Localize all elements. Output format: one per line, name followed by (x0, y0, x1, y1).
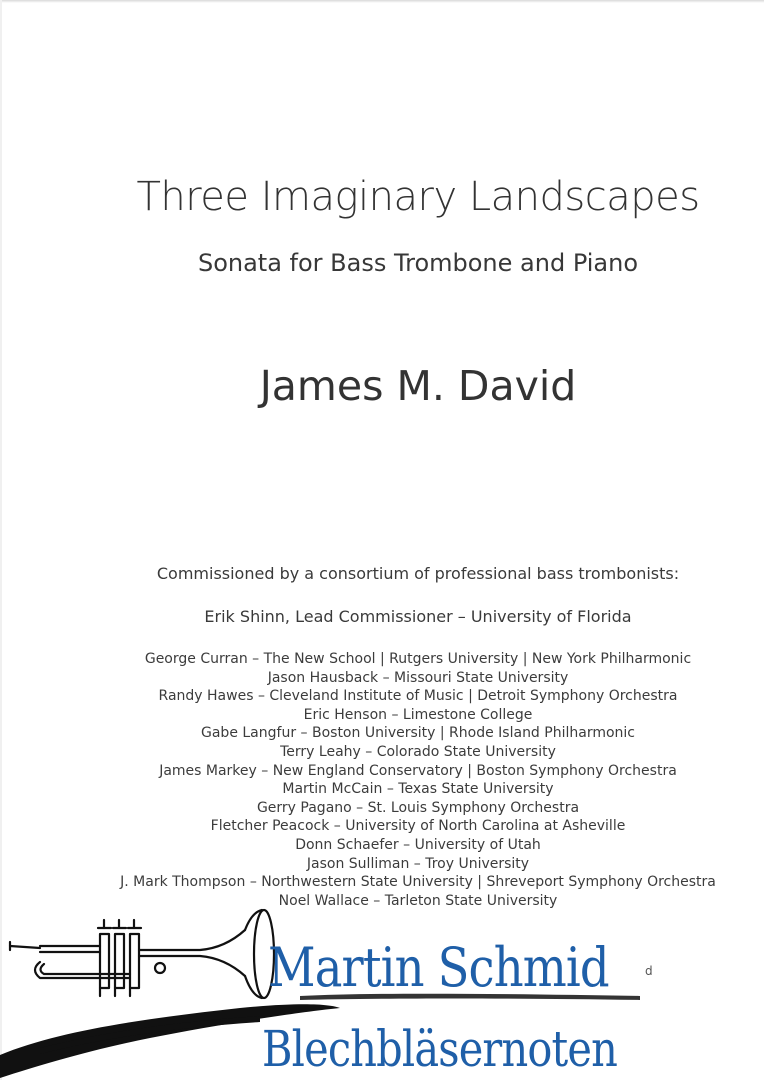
publisher-name: Martin Schmid (268, 936, 609, 999)
trumpet-icon (10, 910, 274, 998)
page-edge (0, 0, 764, 3)
consortium-member: Martin McCain – Texas State University (282, 781, 554, 798)
work-title: Three Imaginary Landscapes (136, 174, 700, 220)
consortium-member: Eric Henson – Limestone College (303, 706, 533, 723)
consortium-member: Randy Hawes – Cleveland Institute of Music | Detroit Symphony Orchestra (158, 688, 678, 705)
consortium-member: James Markey – New England Conservatory | Boston Symphony Orchestra (159, 762, 677, 779)
consortium-member: Fletcher Peacock – University of North Carolina at Asheville (210, 818, 626, 835)
consortium-member: Gerry Pagano – St. Louis Symphony Orchestra (256, 799, 580, 816)
commission-heading: Commissioned by a consortium of professional bass trombonists: (156, 564, 680, 583)
composer-name: James M. David (259, 362, 577, 410)
consortium-member: Donn Schaefer – University of Utah (295, 836, 541, 853)
consortium-member: Jason Sulliman – Troy University (306, 855, 530, 872)
publisher-tagline: Blechbläsernoten (262, 1020, 617, 1078)
consortium-member: George Curran – The New School | Rutgers University | New York Philharmonic (144, 651, 692, 667)
consortium-member: J. Mark Thompson – Northwestern State University | Shreveport Symphony Orchestra (120, 874, 716, 891)
consortium-member: Jason Hausback – Missouri State University (267, 669, 569, 686)
consortium-list (0, 650, 764, 910)
consortium-member: Gabe Langfur – Boston University | Rhode Island Philharmonic (201, 725, 635, 742)
consortium-member: Noel Wallace – Tarleton State University (278, 892, 558, 909)
lead-commissioner: Erik Shinn, Lead Commissioner – University of Florida (204, 607, 632, 626)
work-subtitle: Sonata for Bass Trombone and Piano (197, 249, 639, 277)
consortium-member: Terry Leahy – Colorado State University (280, 743, 556, 760)
stray-mark: d (645, 964, 653, 978)
